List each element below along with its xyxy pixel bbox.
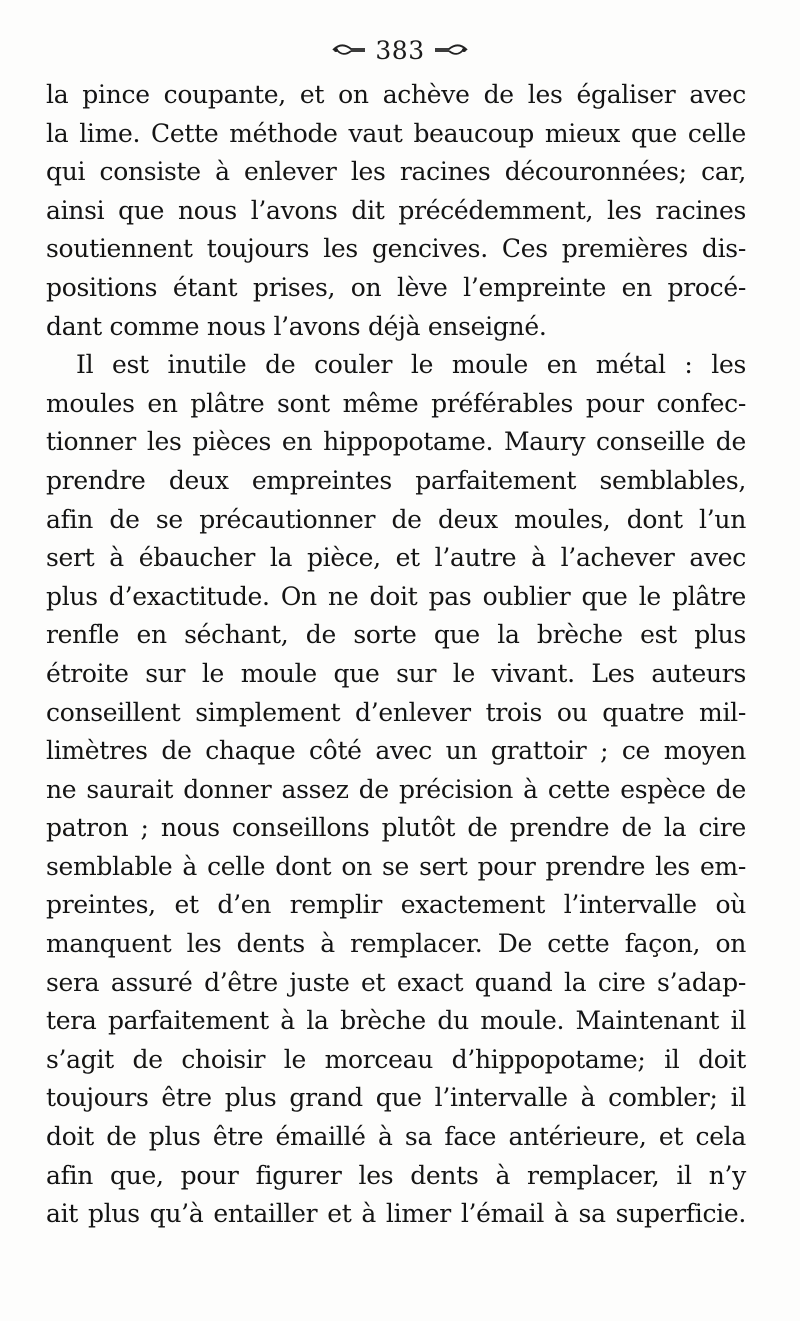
- paragraph-start-line: Il est inutile de couler le moule en métal : les: [76, 350, 746, 380]
- text-line: positions étant prises, on lève l’empreinte en procé-: [46, 272, 746, 302]
- text-line: afin que, pour figurer les dents à remplacer, il n’y: [46, 1160, 746, 1190]
- page-number: 383: [375, 35, 425, 65]
- text-line: sera assuré d’être juste et exact quand la cire s’adap-: [46, 967, 746, 997]
- text-line: la pince coupante, et on achève de les égaliser avec: [46, 80, 746, 109]
- text-line: la lime. Cette méthode vaut beaucoup mieux que celle: [46, 118, 746, 148]
- right-ornament-icon: [433, 43, 469, 57]
- text-line: toujours être plus grand que l’intervalle à combler; il: [46, 1083, 746, 1113]
- text-line: patron ; nous conseillons plutôt de prendre de la cire: [46, 813, 746, 843]
- text-line: moules en plâtre sont même préférables pour confec-: [46, 388, 746, 418]
- text-line: ainsi que nous l’avons dit précédemment, les racines: [46, 195, 746, 225]
- text-line: ait plus qu’à entailler et à limer l’émail à sa superficie.: [46, 1199, 746, 1229]
- text-line: dant comme nous l’avons déjà enseigné.: [46, 311, 547, 341]
- left-ornament-icon: [331, 43, 367, 57]
- text-line: prendre deux empreintes parfaitement semblables,: [46, 465, 746, 495]
- text-line: limètres de chaque côté avec un grattoir ; ce moyen: [46, 736, 746, 766]
- text-line: étroite sur le moule que sur le vivant. Les auteurs: [46, 658, 746, 688]
- text-line: doit de plus être émaillé à sa face antérieure, et cela: [46, 1122, 746, 1152]
- text-line: afin de se précautionner de deux moules, dont l’un: [46, 504, 746, 534]
- text-line: conseillent simplement d’enlever trois ou quatre mil-: [46, 697, 746, 727]
- text-line: sert à ébaucher la pièce, et l’autre à l’achever avec: [46, 543, 746, 573]
- text-line: ne saurait donner assez de précision à cette espèce de: [46, 774, 746, 804]
- text-line: semblable à celle dont on se sert pour prendre les em-: [46, 851, 746, 881]
- text-line: s’agit de choisir le morceau d’hippopotame; il doit: [46, 1044, 746, 1074]
- text-line: qui consiste à enlever les racines découronnées; car,: [46, 157, 746, 187]
- text-line: tionner les pièces en hippopotame. Maury conseille de: [46, 427, 746, 457]
- body-text: [46, 76, 746, 1234]
- text-line: tera parfaitement à la brèche du moule. Maintenant il: [46, 1006, 746, 1036]
- page-header: [0, 32, 800, 68]
- text-line: manquent les dents à remplacer. De cette façon, on: [46, 929, 746, 959]
- text-line: preintes, et d’en remplir exactement l’intervalle où: [46, 890, 746, 920]
- text-line: plus d’exactitude. On ne doit pas oublier que le plâtre: [46, 581, 746, 611]
- text-line: soutiennent toujours les gencives. Ces premières dis-: [46, 234, 746, 264]
- text-line: renfle en séchant, de sorte que la brèche est plus: [46, 620, 746, 650]
